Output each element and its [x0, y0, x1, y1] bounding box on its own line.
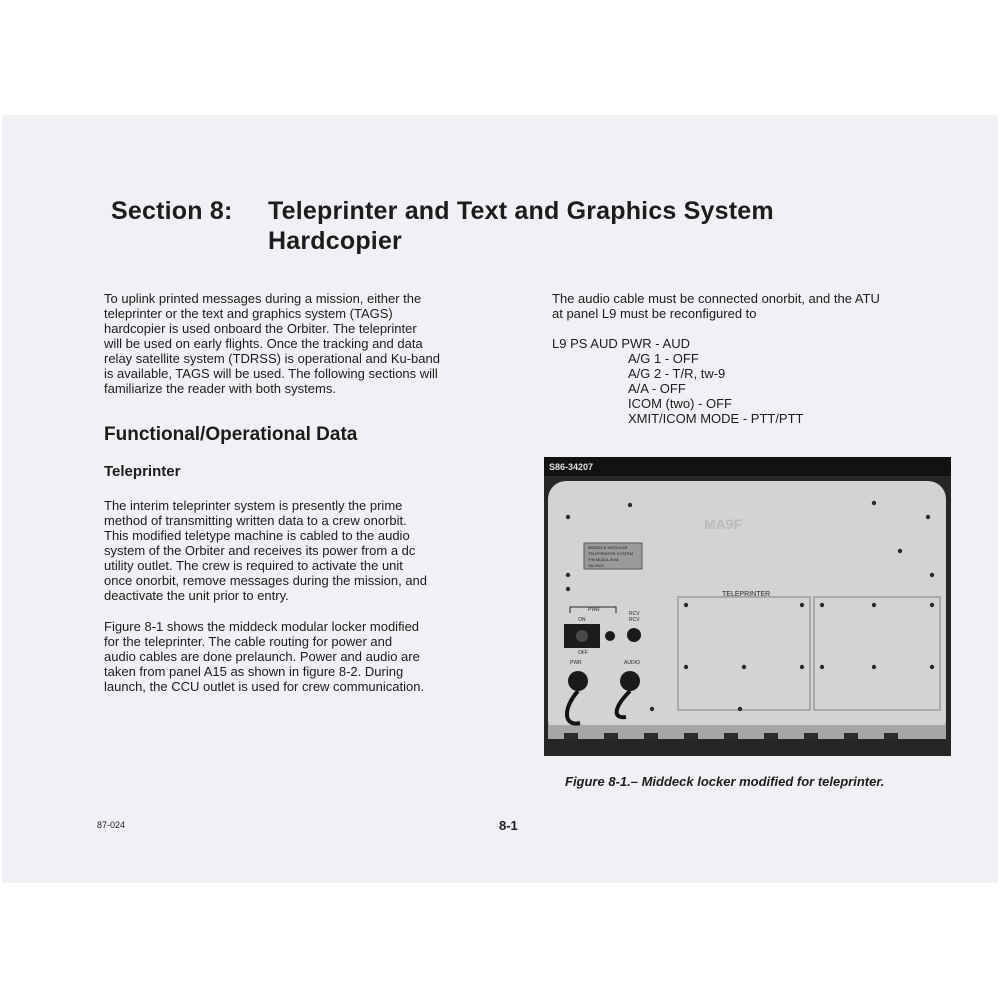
config-line: XMIT/ICOM MODE - PTT/PTT	[628, 411, 804, 426]
text-line: Figure 8-1 shows the middeck modular locker modified	[104, 619, 420, 634]
plate-line: TELEPRINTER SYSTEM	[588, 551, 634, 556]
text-line: The audio cable must be connected onorbit, and the ATU	[552, 291, 880, 306]
pwr-connector-label: PWR	[570, 660, 582, 666]
text-line: deactivate the unit prior to entry.	[104, 588, 289, 603]
off-label: OFF	[578, 650, 588, 656]
rcv-label: RCV	[629, 611, 640, 617]
document-code: 87-024	[97, 820, 126, 830]
teleprinter-paragraph-2	[104, 619, 509, 694]
rcv-label-2: RCV	[629, 617, 640, 623]
audio-connector	[620, 671, 640, 691]
audio-connector-label: AUDIO	[624, 660, 640, 666]
config-line: L9 PS AUD PWR - AUD	[552, 336, 690, 351]
plate-line: P/N MC621-0045	[588, 557, 619, 562]
config-line: A/G 2 - T/R, tw-9	[628, 366, 726, 381]
text-line: for the teleprinter. The cable routing for power and	[104, 634, 393, 649]
atu-config-list	[552, 336, 952, 426]
text-line: launch, the CCU outlet is used for crew communication.	[104, 679, 425, 694]
photo-id: S86-34207	[549, 462, 594, 472]
rcv-indicator	[627, 628, 641, 642]
plate-line: MIDDECK MODULAR	[588, 545, 628, 550]
config-line: A/G 1 - OFF	[628, 351, 699, 366]
section-label: Section 8:	[111, 197, 233, 225]
power-switch	[576, 630, 588, 642]
teleprinter-paragraph-1	[104, 498, 509, 603]
config-line: A/A - OFF	[628, 381, 686, 396]
text-line: hardcopier is used onboard the Orbiter. The teleprinter	[104, 321, 417, 336]
photo-top-strip	[544, 457, 951, 476]
text-line: familiarize the reader with both systems.	[104, 381, 336, 396]
functional-heading: Functional/Operational Data	[104, 424, 358, 445]
locker-panel	[548, 481, 946, 739]
audio-cable-paragraph	[552, 291, 952, 321]
plate-line: SN 0003	[588, 563, 604, 568]
locker-rivet-strip	[564, 733, 898, 739]
figure-caption: Figure 8-1.– Middeck locker modified for teleprinter.	[565, 774, 885, 789]
text-line: relay satellite system (TDRSS) is operational and Ku-band	[104, 351, 440, 366]
text-line: The interim teleprinter system is presently the prime	[104, 498, 403, 513]
config-line: ICOM (two) - OFF	[628, 396, 732, 411]
power-connector	[568, 671, 588, 691]
pwr-label: PWR	[588, 607, 600, 613]
locker-stencil: MA9F	[704, 516, 743, 532]
title-line-1: Teleprinter and Text and Graphics System	[268, 197, 774, 225]
teleprinter-heading: Teleprinter	[104, 463, 181, 480]
on-label: ON	[578, 617, 586, 623]
teleprinter-locker-photo	[544, 457, 951, 756]
text-line: teleprinter or the text and graphics system (TAGS)	[104, 306, 393, 321]
text-line: To uplink printed messages during a mission, either the	[104, 291, 422, 306]
section-title	[111, 196, 774, 256]
text-line: method of transmitting written data to a crew onorbit.	[104, 513, 407, 528]
title-line-2: Hardcopier	[268, 227, 402, 255]
text-line: audio cables are done prelaunch. Power and audio are	[104, 649, 420, 664]
text-line: utility outlet. The crew is required to activate the unit	[104, 558, 403, 573]
text-line: system of the Orbiter and receives its power from a dc	[104, 543, 416, 558]
intro-paragraph	[104, 291, 509, 396]
text-line: This modified teletype machine is cabled to the audio	[104, 528, 410, 543]
indicator-light	[605, 631, 615, 641]
text-line: is available, TAGS will be used. The following sections will	[104, 366, 438, 381]
teleprinter-label: TELEPRINTER	[722, 591, 771, 598]
text-line: will be used on early flights. Once the tracking and data	[104, 336, 423, 351]
text-line: once onorbit, remove messages during the mission, and	[104, 573, 428, 588]
text-line: at panel L9 must be reconfigured to	[552, 306, 757, 321]
text-line: taken from panel A15 as shown in figure 8-2. During	[104, 664, 404, 679]
page-number: 8-1	[499, 818, 518, 833]
